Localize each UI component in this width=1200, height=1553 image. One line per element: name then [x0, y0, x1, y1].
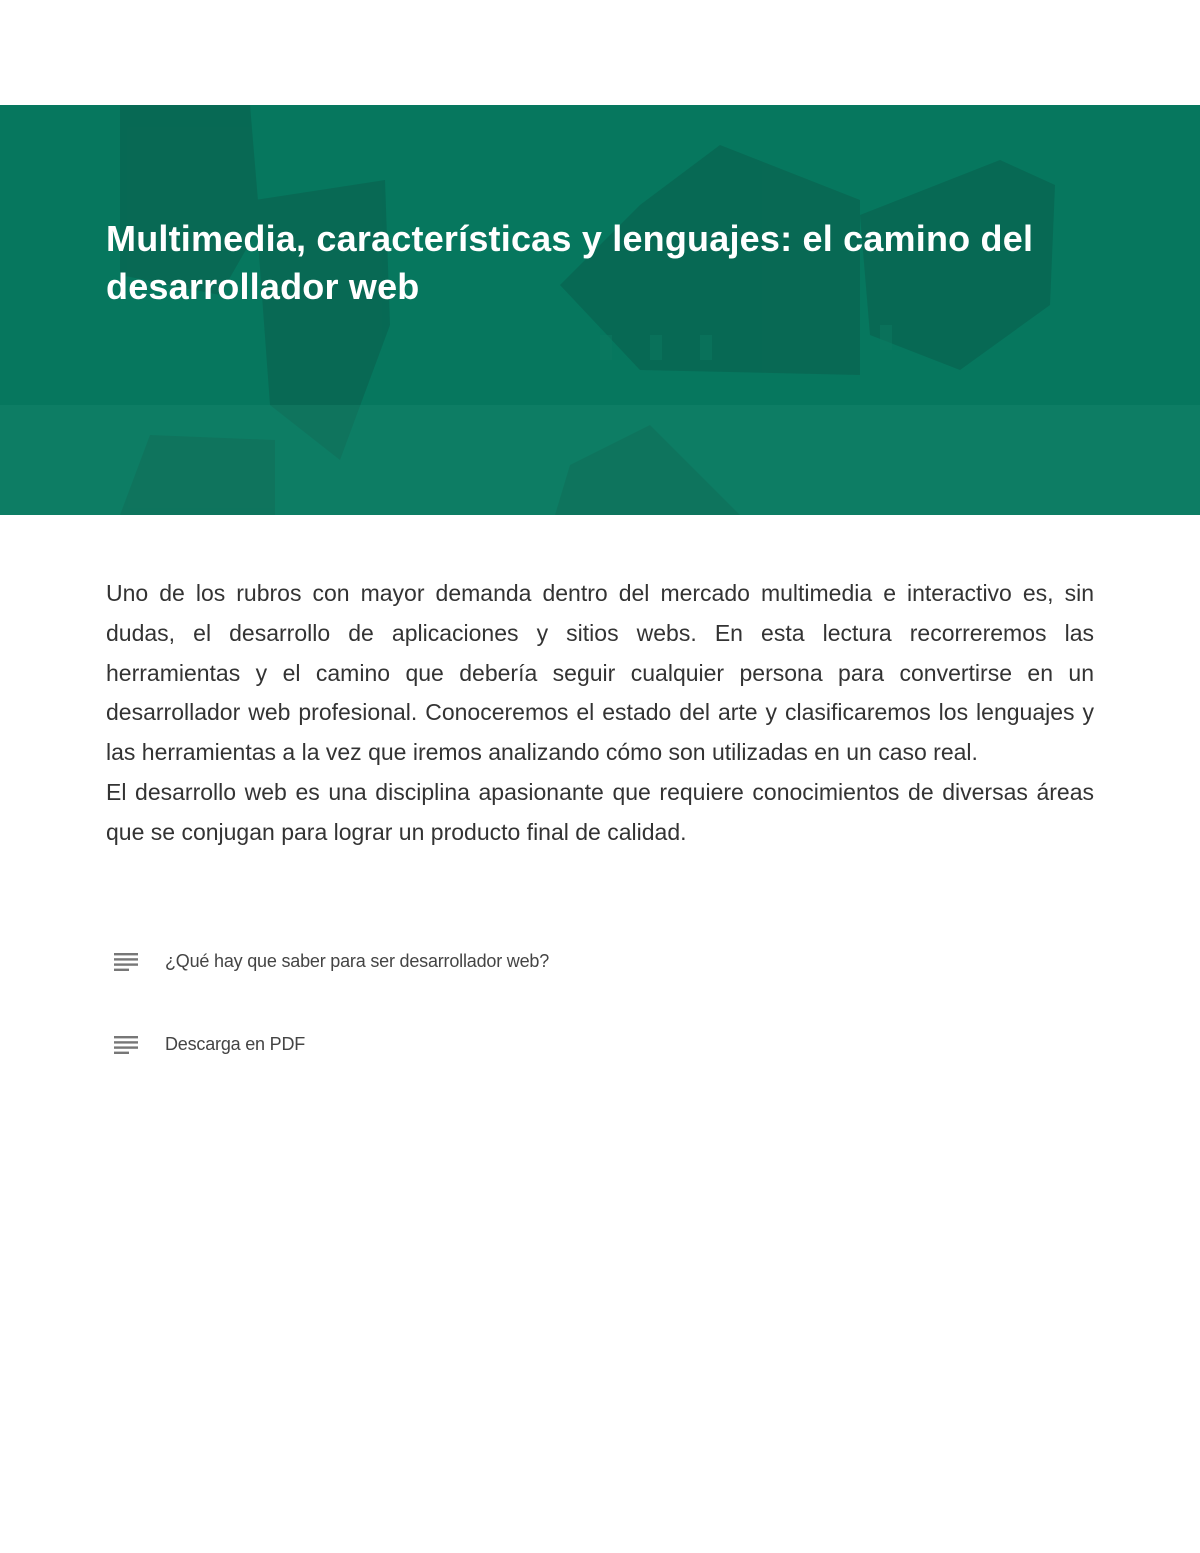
lines-icon	[114, 952, 140, 972]
page-title: Multimedia, características y lenguajes: el camino del desarrollador web	[106, 218, 1034, 307]
intro-paragraph: Uno de los rubros con mayor demanda dentro del mercado multimedia e interactivo es, sin dudas, el desarrollo de aplicaciones y sitios webs. En esta lectura recorreremos las herramientas y el camino que debería seguir cualquier persona para convertirse en un desarrollador web profesional. Conoceremos el estado del arte y clasificaremos los lenguajes y las herramientas a la vez que iremos analizando cómo son utilizadas en un caso real.	[106, 580, 1094, 766]
lines-icon	[114, 1035, 140, 1055]
link-que-hay-que-saber[interactable]	[114, 951, 549, 972]
header-banner	[0, 105, 1200, 515]
link-descarga-pdf[interactable]	[114, 1034, 305, 1055]
link-label[interactable]: ¿Qué hay que saber para ser desarrollador web?	[165, 951, 550, 971]
intro-paragraph: El desarrollo web es una disciplina apasionante que requiere conocimientos de diversas áreas que se conjugan para lograr un producto final de calidad.	[106, 778, 1094, 845]
intro-text	[106, 574, 1094, 853]
link-label[interactable]: Descarga en PDF	[165, 1034, 306, 1054]
